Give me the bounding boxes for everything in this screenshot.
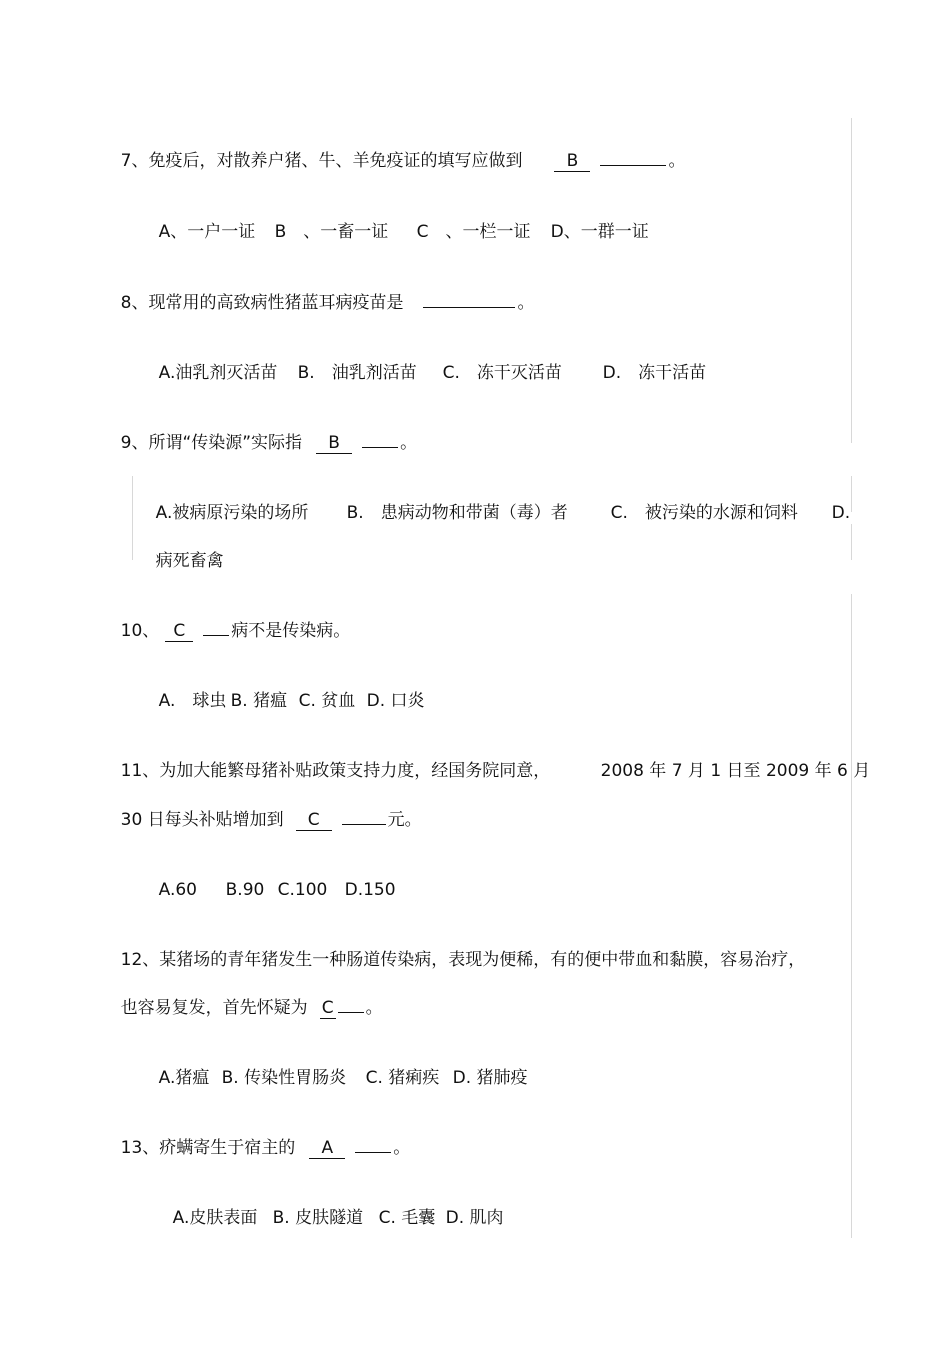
margin-rule bbox=[851, 476, 852, 512]
option-c: C 、一栏一证 bbox=[416, 222, 531, 242]
option-d: D、一群一证 bbox=[550, 222, 649, 242]
question-text: 11、为加大能繁母猪补贴政策支持力度，经国务院同意， bbox=[120, 761, 551, 781]
option-d: D. 猪肺疫 bbox=[452, 1068, 528, 1088]
question-text: 12、某猪场的青年猪发生一种肠道传染病，表现为便稀，有的便中带血和黏膜，容易治疗， bbox=[120, 950, 806, 970]
option-b: B. 油乳剂活苗 bbox=[297, 363, 417, 383]
option-d: D. 冻干活苗 bbox=[602, 363, 707, 383]
question-13-stem bbox=[99, 1115, 411, 1158]
option-c: C.100 bbox=[277, 880, 328, 900]
question-end: 。 bbox=[668, 151, 686, 171]
option-a: A.猪瘟 bbox=[158, 1068, 210, 1088]
option-d: D. 口炎 bbox=[366, 691, 425, 711]
option-d: D. 肌肉 bbox=[445, 1208, 504, 1228]
question-10-options bbox=[137, 668, 425, 711]
question-12-stem-line2 bbox=[99, 975, 383, 1018]
question-text: 7、免疫后，对散养户猪、牛、羊免疫证的填写应做到 bbox=[120, 151, 523, 171]
option-c: C. 猪痢疾 bbox=[365, 1068, 440, 1088]
answer-blank-tail bbox=[338, 1012, 364, 1013]
question-end: 。 bbox=[393, 1138, 411, 1158]
question-8-stem bbox=[99, 270, 535, 313]
answer-blank-tail bbox=[203, 635, 229, 636]
question-7-stem bbox=[99, 128, 686, 171]
option-b: B 、一畜一证 bbox=[274, 222, 389, 242]
option-a: A.皮肤表面 bbox=[172, 1208, 258, 1228]
option-b: B. 猪瘟 bbox=[230, 691, 288, 711]
question-11-options bbox=[137, 857, 396, 900]
question-text-date: 2008 年 7 月 1 日至 2009 年 6 月 bbox=[600, 761, 871, 781]
option-a: A.油乳剂灭活苗 bbox=[158, 363, 278, 383]
answer-blank bbox=[423, 307, 515, 308]
question-12-options bbox=[137, 1045, 528, 1088]
answer-blank: C bbox=[296, 810, 332, 831]
question-text: 10、 bbox=[120, 621, 160, 641]
question-text: 也容易复发，首先怀疑为 bbox=[120, 998, 308, 1018]
question-9-stem bbox=[99, 410, 418, 453]
question-end: 。 bbox=[365, 998, 383, 1018]
margin-rule bbox=[132, 476, 133, 560]
question-7-options bbox=[137, 199, 649, 242]
option-b: B.90 bbox=[225, 880, 265, 900]
question-13-options bbox=[151, 1185, 504, 1228]
option-a: A.被病原污染的场所 bbox=[155, 503, 309, 523]
option-b: B. 传染性胃肠炎 bbox=[221, 1068, 347, 1088]
option-b: B. 患病动物和带菌（毒）者 bbox=[346, 503, 568, 523]
answer-blank-tail bbox=[342, 824, 386, 825]
option-a: A. 球虫 bbox=[158, 691, 227, 711]
question-11-stem-line2 bbox=[99, 787, 422, 830]
option-b: B. 皮肤隧道 bbox=[272, 1208, 364, 1228]
question-9-options-wrap bbox=[134, 528, 224, 571]
option-d-text: 病死畜禽 bbox=[155, 551, 224, 571]
answer-blank-tail bbox=[355, 1152, 391, 1153]
question-end: 。 bbox=[400, 433, 418, 453]
question-end: 病不是传染病。 bbox=[231, 621, 351, 641]
margin-rule bbox=[851, 524, 852, 560]
question-text: 13、疥螨寄生于宿主的 bbox=[120, 1138, 296, 1158]
question-12-stem bbox=[99, 927, 806, 970]
question-9-options bbox=[134, 480, 851, 523]
option-d: D. bbox=[831, 503, 851, 523]
question-11-stem-right bbox=[579, 738, 871, 781]
question-text: 30 日每头补贴增加到 bbox=[120, 810, 284, 830]
margin-rule bbox=[851, 594, 852, 1238]
option-c: C. 贫血 bbox=[298, 691, 356, 711]
question-end: 。 bbox=[517, 293, 535, 313]
question-end: 元。 bbox=[387, 810, 422, 830]
question-text: 8、现常用的高致病性猪蓝耳病疫苗是 bbox=[120, 293, 404, 313]
answer-blank: B bbox=[554, 151, 590, 172]
question-text: 9、所谓“传染源”实际指 bbox=[120, 433, 303, 453]
answer-blank: C bbox=[165, 621, 193, 642]
margin-rule bbox=[851, 118, 852, 443]
question-8-options bbox=[137, 340, 707, 383]
answer-blank-tail bbox=[600, 165, 666, 166]
option-d: D.150 bbox=[344, 880, 396, 900]
option-c: C. 被污染的水源和饲料 bbox=[610, 503, 798, 523]
question-10-stem bbox=[99, 598, 351, 641]
answer-blank: B bbox=[316, 433, 352, 454]
answer-blank-tail bbox=[362, 447, 398, 448]
answer-blank: A bbox=[309, 1138, 345, 1159]
question-11-stem bbox=[99, 738, 551, 781]
answer-blank: C bbox=[320, 998, 336, 1019]
option-a: A、一户一证 bbox=[158, 222, 256, 242]
option-a: A.60 bbox=[158, 880, 197, 900]
option-c: C. 冻干灭活苗 bbox=[442, 363, 562, 383]
option-c: C. 毛囊 bbox=[378, 1208, 436, 1228]
